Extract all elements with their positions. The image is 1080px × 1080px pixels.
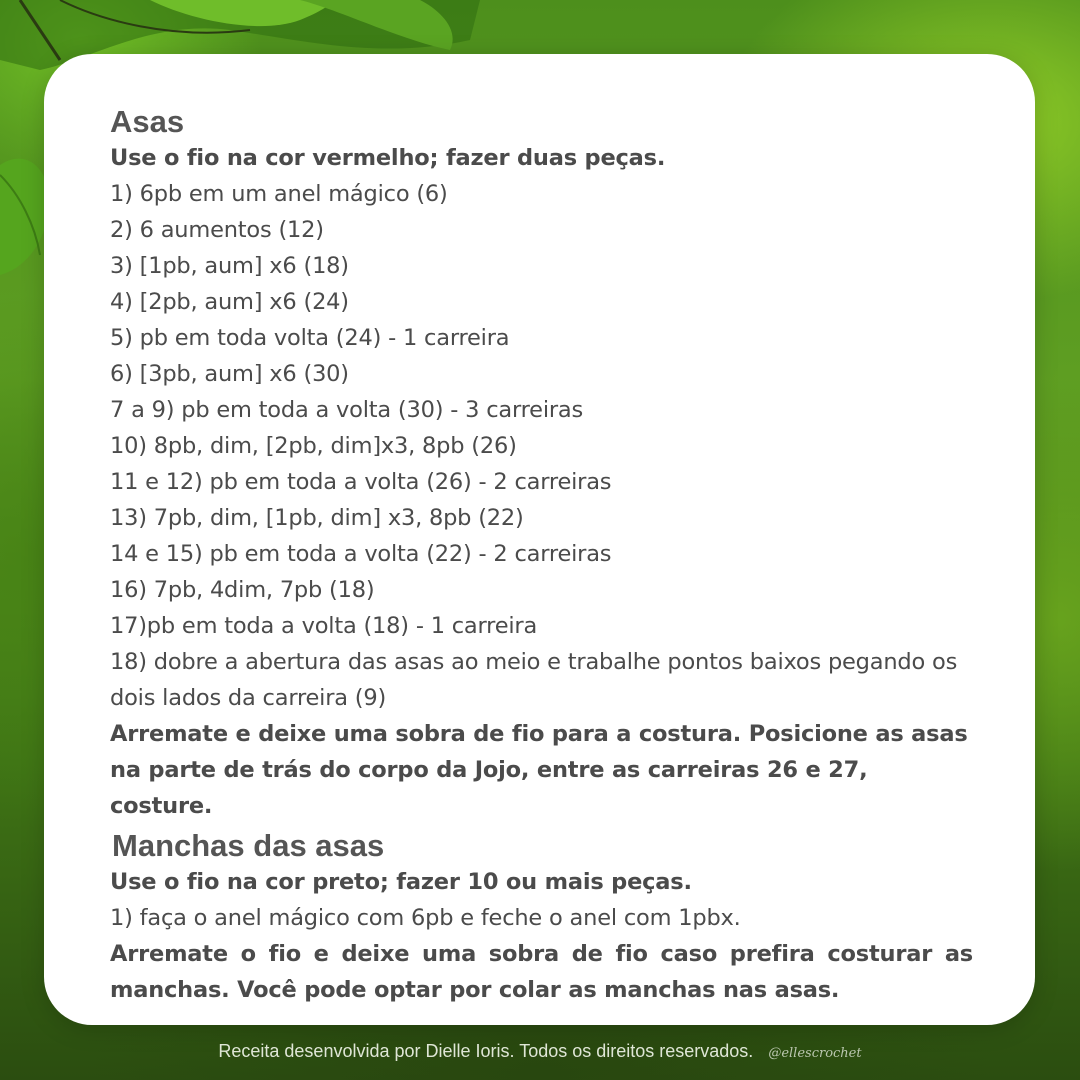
- step-item: 3) [1pb, aum] x6 (18): [110, 253, 349, 279]
- step-item: 11 e 12) pb em toda a volta (26) - 2 carreiras: [110, 469, 612, 495]
- footer-credit: Receita desenvolvida por Dielle Ioris. Todos os direitos reservados.: [218, 1041, 754, 1061]
- footer-signature: @ellescrochet: [768, 1046, 862, 1061]
- step-item: 17)pb em toda a volta (18) - 1 carreira: [110, 613, 538, 639]
- section-closing-manchas: Arremate o fio e deixe uma sobra de fio caso prefira costurar as manchas. Você pode optar por colar as manchas nas asas.: [110, 941, 973, 1003]
- step-item: 16) 7pb, 4dim, 7pb (18): [110, 577, 375, 603]
- step-item: 2) 6 aumentos (12): [110, 217, 324, 243]
- step-item: 6) [3pb, aum] x6 (30): [110, 361, 349, 387]
- step-item: 5) pb em toda volta (24) - 1 carreira: [110, 325, 510, 351]
- step-item: 10) 8pb, dim, [2pb, dim]x3, 8pb (26): [110, 433, 517, 459]
- step-item: 4) [2pb, aum] x6 (24): [110, 289, 349, 315]
- section-title-asas: Asas: [110, 104, 185, 139]
- recipe-card: [44, 54, 1035, 1025]
- step-item: 1) 6pb em um anel mágico (6): [110, 181, 448, 207]
- footer: [0, 1041, 1080, 1062]
- section-intro-manchas: Use o fio na cor preto; fazer 10 ou mais peças.: [110, 869, 692, 895]
- section-closing-asas: Arremate e deixe uma sobra de fio para a costura. Posicione as asas na parte de trás do corpo da Jojo, entre as carreiras 26 e 27, costure.: [110, 721, 968, 819]
- step-item: 14 e 15) pb em toda a volta (22) - 2 carreiras: [110, 541, 612, 567]
- step-item: 13) 7pb, dim, [1pb, dim] x3, 8pb (22): [110, 505, 524, 531]
- step-item: 1) faça o anel mágico com 6pb e feche o anel com 1pbx.: [110, 905, 741, 931]
- step-item: 18) dobre a abertura das asas ao meio e trabalhe pontos baixos pegando os dois lados da carreira (9): [110, 649, 958, 711]
- step-item: 7 a 9) pb em toda a volta (30) - 3 carreiras: [110, 397, 584, 423]
- section-title-manchas: Manchas das asas: [112, 828, 385, 863]
- section-intro-asas: Use o fio na cor vermelho; fazer duas peças.: [110, 145, 666, 171]
- recipe-content: [110, 104, 973, 1008]
